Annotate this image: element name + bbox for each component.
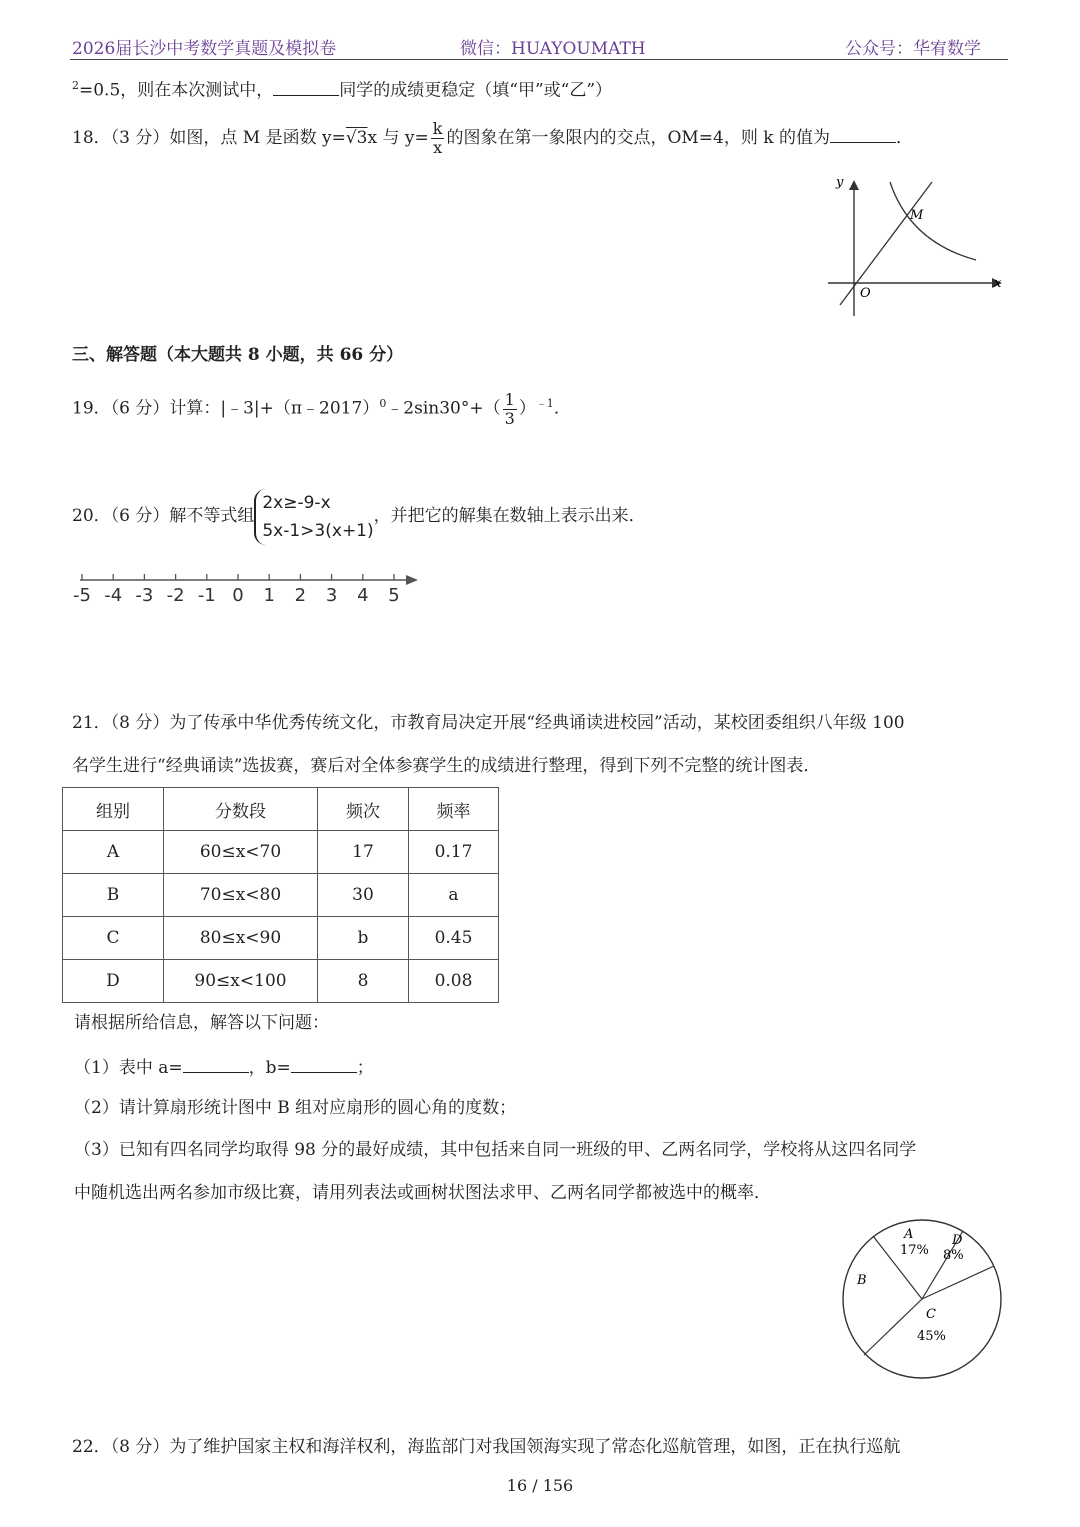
section-3-title: 三、解答题（本大题共 8 小题，共 66 分） <box>72 345 404 365</box>
table-header: 频率 <box>409 788 499 831</box>
pie-chart <box>836 1216 1012 1382</box>
score-table <box>62 787 499 1003</box>
q18-origin: O <box>860 286 871 301</box>
q21-part2: （2）请计算扇形统计图中 B 组对应扇形的圆心角的度数； <box>74 1098 517 1118</box>
q20-text: 20．（6 分）解不等式组 2x≥-9-x 5x-1>3(x+1) ，并把它的解集在数轴上表示出来． <box>72 486 646 546</box>
number-line-label: 3 <box>325 585 338 606</box>
table-row: A 60≤x<70 17 0.17 <box>63 831 499 874</box>
header-divider <box>70 59 1008 60</box>
header-center: 微信：HUAYOUMATH <box>460 39 646 59</box>
q18-text: 18．（3 分）如图，点 M 是函数 y=√3x 与 y= $\frac{k}{x}$ 的图象在第一象限内的交点，OM=4，则 k 的值为 ． <box>72 119 913 157</box>
pie-pct-d: 8% <box>943 1248 964 1263</box>
inequality-system: 2x≥-9-x 5x-1>3(x+1) <box>254 489 373 545</box>
pie-boundary-c-b <box>864 1299 922 1355</box>
table-header: 频次 <box>318 788 409 831</box>
q18-axis-x: x <box>994 276 1002 291</box>
table-row: C 80≤x<90 b 0.45 <box>63 917 499 960</box>
pie-pct-c: 45% <box>917 1329 946 1344</box>
q19-text: 19．（6 分）计算：|﹣3|+（π﹣2017）$^0$﹣2sin30°+（ $\frac{1}{3}$ ）$^{﹣1}$． <box>72 389 571 428</box>
number-line-label: 2 <box>294 585 307 606</box>
table-header: 组别 <box>63 788 164 831</box>
pie-label-a: A <box>904 1227 914 1242</box>
q18-axis-y: y <box>836 175 844 190</box>
q21-part3-line2: 中随机选出两名参加市级比赛，请用列表法或画树状图法求甲、乙两名同学都被选中的概率． <box>74 1183 771 1203</box>
q21-part1: （1）表中 a= ，b= ； <box>74 1054 374 1080</box>
number-line-label: -5 <box>73 585 91 606</box>
q17-tail: $^2$=0.5，则在本次测试中， 同学的成绩更稳定（填“甲”或“乙”） <box>72 74 612 103</box>
number-line-label: -3 <box>135 585 154 606</box>
table-header-row <box>63 788 499 831</box>
table-row: D 90≤x<100 8 0.08 <box>63 960 499 1003</box>
table-header: 分数段 <box>164 788 318 831</box>
number-line-label: 4 <box>357 585 369 606</box>
number-line-label: -1 <box>197 585 216 606</box>
q21-line1: 21．（8 分）为了传承中华优秀传统文化，市教育局决定开展“经典诵读进校园”活动，某校团委组织八年级 100 <box>72 713 905 733</box>
number-line-label: -2 <box>166 585 185 606</box>
q22-text: 22．（8 分）为了维护国家主权和海洋权利，海监部门对我国领海实现了常态化巡航管理，如图，正在执行巡航 <box>72 1437 901 1457</box>
number-line-label: -4 <box>104 585 123 606</box>
number-line-label: 0 <box>232 585 244 606</box>
pie-label-b: B <box>857 1273 867 1288</box>
number-line-label: 5 <box>388 585 400 606</box>
pie-label-d: D <box>952 1233 963 1248</box>
q21-part3-line1: （3）已知有四名同学均取得 98 分的最好成绩，其中包括来自同一班级的甲、乙两名同学，学校将从这四名同学 <box>74 1140 917 1160</box>
header-right: 公众号：华宥数学 <box>845 39 981 59</box>
pie-label-c: C <box>926 1307 936 1322</box>
q18-graph <box>824 170 1008 320</box>
number-line <box>68 566 428 610</box>
q21-line2: 名学生进行“经典诵读”选拔赛，赛后对全体参赛学生的成绩进行整理，得到下列不完整的统计图表． <box>72 756 821 776</box>
page-number: 16 / 156 <box>506 1476 574 1495</box>
header-left: 2026届长沙中考数学真题及模拟卷 <box>72 39 337 59</box>
table-row: B 70≤x<80 30 a <box>63 874 499 917</box>
pie-pct-a: 17% <box>900 1243 929 1258</box>
q21-prompt: 请根据所给信息，解答以下问题： <box>74 1013 329 1033</box>
pie-boundary-d-c <box>922 1266 994 1299</box>
q18-point-m: M <box>910 208 924 223</box>
number-line-label: 1 <box>263 585 275 606</box>
